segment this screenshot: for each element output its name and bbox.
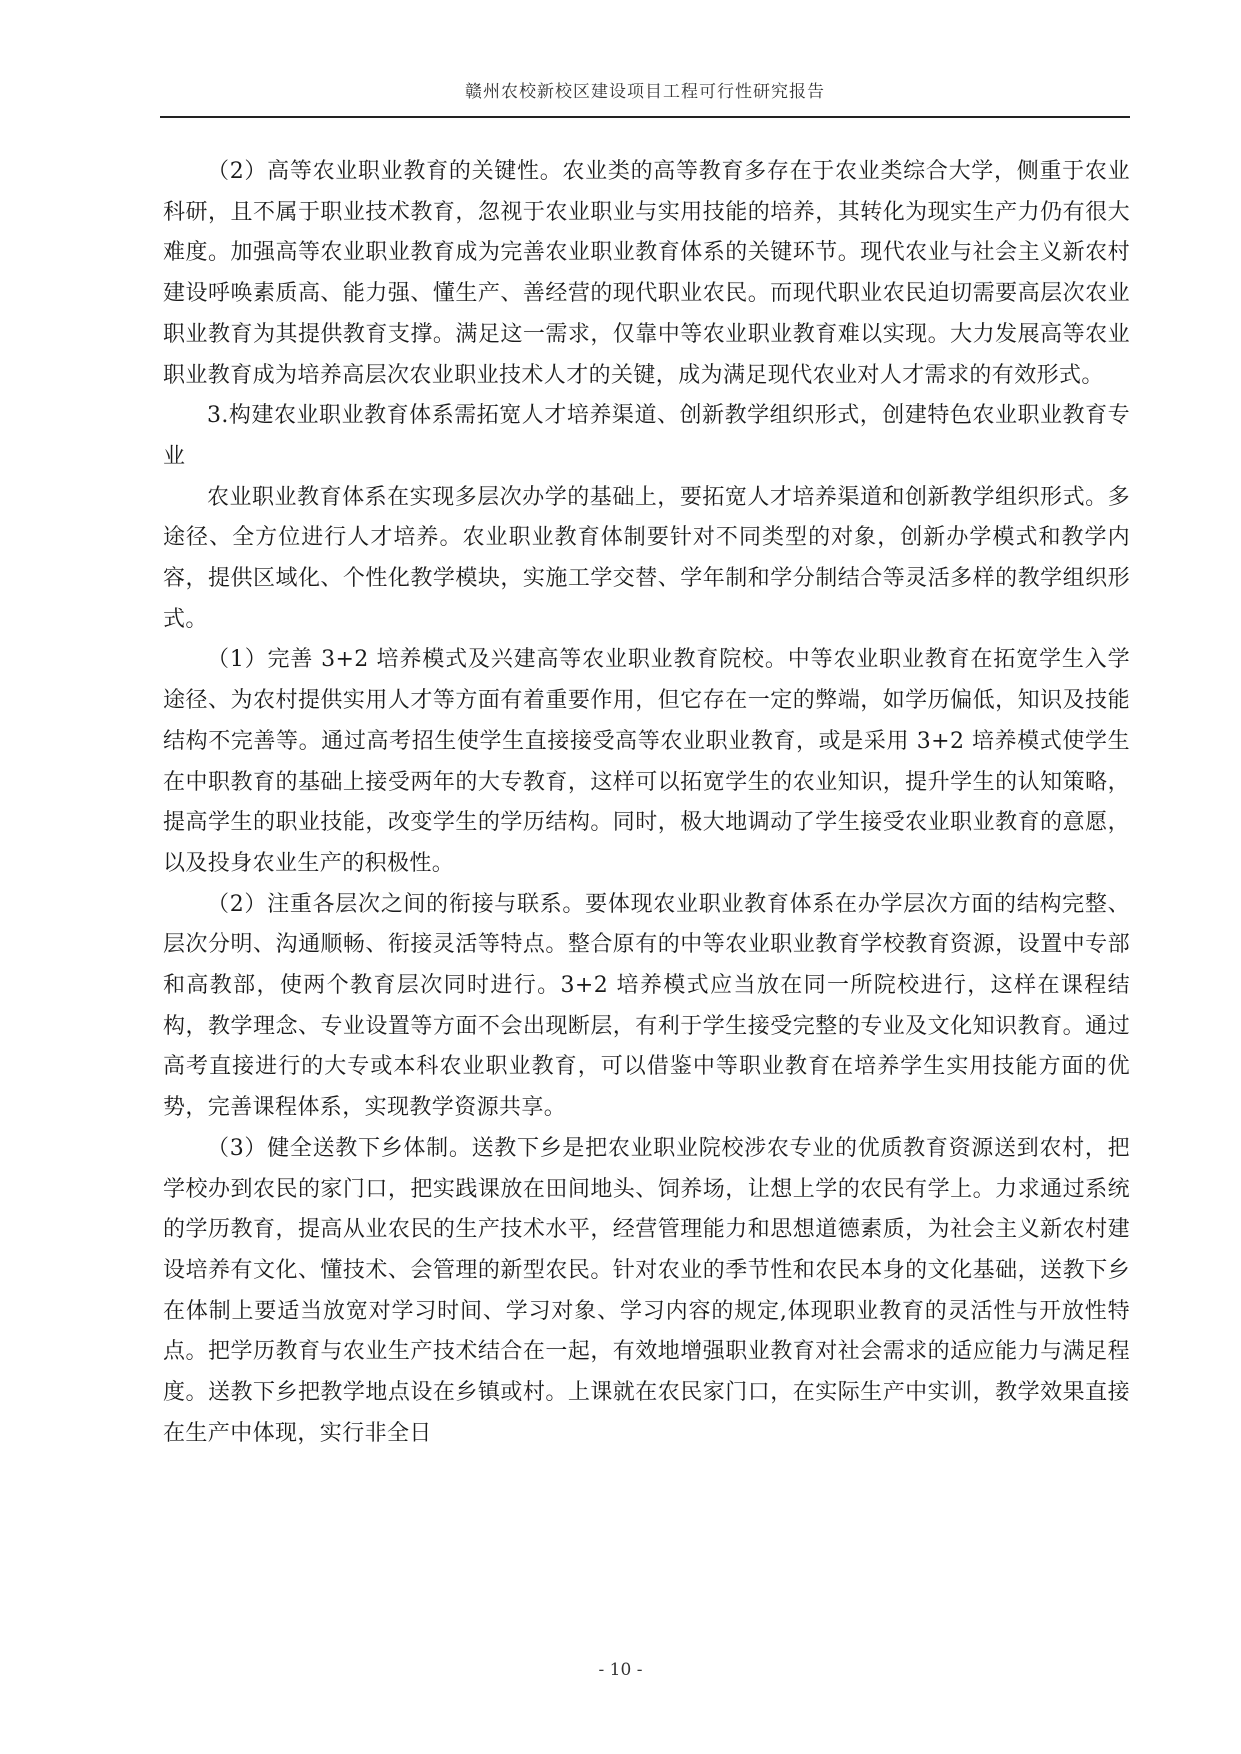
body-text bbox=[163, 152, 1130, 1455]
report-title: 赣州农校新校区建设项目工程可行性研究报告 bbox=[465, 82, 825, 102]
section-heading-3: 3.构建农业职业教育体系需拓宽人才培养渠道、创新教学组织形式，创建特色农业职业教育专业 bbox=[163, 403, 1130, 469]
paragraph-3plus2-model: （1）完善 3+2 培养模式及兴建高等农业职业教育院校。中等农业职业教育在拓宽学生入学途径、为农村提供实用人才等方面有着重要作用，但它存在一定的弊端，如学历偏低，知识及技能结构不完善等。通过高考招生使学生直接接受高等农业职业教育，或是采用 3+2 培养模式使学生在中职教育的基础上接受两年的大专教育，这样可以拓宽学生的农业知识，提升学生的认知策略，提高学生的职业技能，改变学生的学历结构。同时，极大地调动了学生接受农业职业教育的意愿，以及投身农业生产的积极性。 bbox=[163, 647, 1130, 876]
page-number: - 10 - bbox=[598, 1660, 643, 1680]
paragraph-higher-education-key: （2）高等农业职业教育的关键性。农业类的高等教育多存在于农业类综合大学，侧重于农业科研，且不属于职业技术教育，忽视于农业职业与实用技能的培养，其转化为现实生产力仍有很大难度。加强高等农业职业教育成为完善农业职业教育体系的关键环节。现代农业与社会主义新农村建设呼唤素质高、能力强、懂生产、善经营的现代职业农民。而现代职业农民迫切需要高层次农业职业教育为其提供教育支撑。满足这一需求，仅靠中等农业职业教育难以实现。大力发展高等农业职业教育成为培养高层次农业职业技术人才的关键，成为满足现代农业对人才需求的有效形式。 bbox=[163, 159, 1130, 388]
paragraph-system-channels: 农业职业教育体系在实现多层次办学的基础上，要拓宽人才培养渠道和创新教学组织形式。多途径、全方位进行人才培养。农业职业教育体制要针对不同类型的对象，创新办学模式和教学内容，提供区域化、个性化教学模块，实施工学交替、学年制和学分制结合等灵活多样的教学组织形式。 bbox=[163, 484, 1130, 632]
paragraph-send-teaching-countryside: （3）健全送教下乡体制。送教下乡是把农业职业院校涉农专业的优质教育资源送到农村，把学校办到农民的家门口，把实践课放在田间地头、饲养场，让想上学的农民有学上。力求通过系统的学历教育，提高从业农民的生产技术水平，经营管理能力和思想道德素质，为社会主义新农村建设培养有文化、懂技术、会管理的新型农民。针对农业的季节性和农民本身的文化基础，送教下乡在体制上要适当放宽对学习时间、学习对象、学习内容的规定,体现职业教育的灵活性与开放性特点。把学历教育与农业生产技术结合在一起，有效地增强职业教育对社会需求的适应能力与满足程度。送教下乡把教学地点设在乡镇或村。上课就在农民家门口，在实际生产中实训，教学效果直接在生产中体现，实行非全日 bbox=[163, 1135, 1130, 1446]
page-header bbox=[160, 78, 1130, 118]
paragraph-level-linkage: （2）注重各层次之间的衔接与联系。要体现农业职业教育体系在办学层次方面的结构完整、层次分明、沟通顺畅、衔接灵活等特点。整合原有的中等农业职业教育学校教育资源，设置中专部和高教部，使两个教育层次同时进行。3+2 培养模式应当放在同一所院校进行，这样在课程结构，教学理念、专业设置等方面不会出现断层，有利于学生接受完整的专业及文化知识教育。通过高考直接进行的大专或本科农业职业教育，可以借鉴中等职业教育在培养学生实用技能方面的优势，完善课程体系，实现教学资源共享。 bbox=[163, 891, 1130, 1121]
